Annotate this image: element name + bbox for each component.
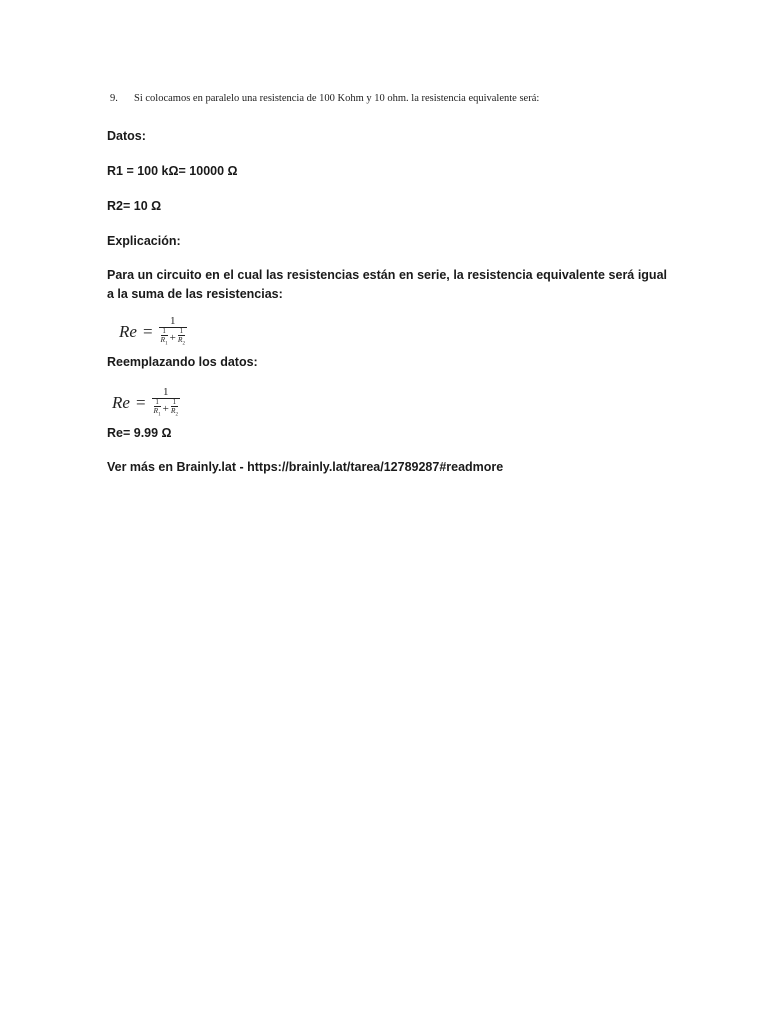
formula-substituted — [112, 386, 180, 420]
term-one-over-r2: 1 $R_2$ — [170, 398, 178, 418]
formula-fraction — [152, 386, 180, 420]
plus-sign: + — [162, 403, 169, 416]
question-number: 9. — [110, 93, 118, 104]
r1-line: R1 = 100 kΩ= 10000 Ω — [107, 164, 238, 178]
source-link[interactable]: Ver más en Brainly.lat - https://brainly.lat/tarea/12789287#readmore — [107, 460, 504, 474]
question-text: Si colocamos en paralelo una resistencia de 100 Kohm y 10 ohm. la resistencia equivalente será: — [134, 93, 540, 104]
fraction-denominator — [159, 328, 187, 349]
term-one-over-r1: 1 $R_1$ — [160, 327, 168, 347]
explicacion-heading: Explicación: — [107, 234, 181, 248]
formula-lhs: Re — [119, 321, 137, 341]
datos-heading: Datos: — [107, 129, 146, 143]
term-one-over-r2: 1 $R_2$ — [177, 327, 185, 347]
explicacion-paragraph: Para un circuito en el cual las resistencias están en serie, la resistencia equivalente será igual a la suma de las resistencias: — [107, 268, 667, 301]
reemplazando-heading: Reemplazando los datos: — [107, 355, 258, 369]
fraction-numerator: 1 — [162, 386, 169, 398]
formula-equals: = — [142, 321, 153, 341]
r2-line: R2= 10 Ω — [107, 199, 162, 213]
fraction-numerator: 1 — [169, 315, 176, 327]
question-line — [110, 93, 539, 104]
formula-equals: = — [135, 392, 146, 412]
formula-fraction — [159, 315, 187, 349]
plus-sign: + — [169, 332, 176, 345]
term-one-over-r1: 1 $R_1$ — [153, 398, 161, 418]
fraction-denominator — [152, 399, 180, 420]
result-line: Re= 9.99 Ω — [107, 426, 172, 440]
formula-equivalent-resistance — [119, 315, 187, 349]
formula-lhs: Re — [112, 392, 130, 412]
